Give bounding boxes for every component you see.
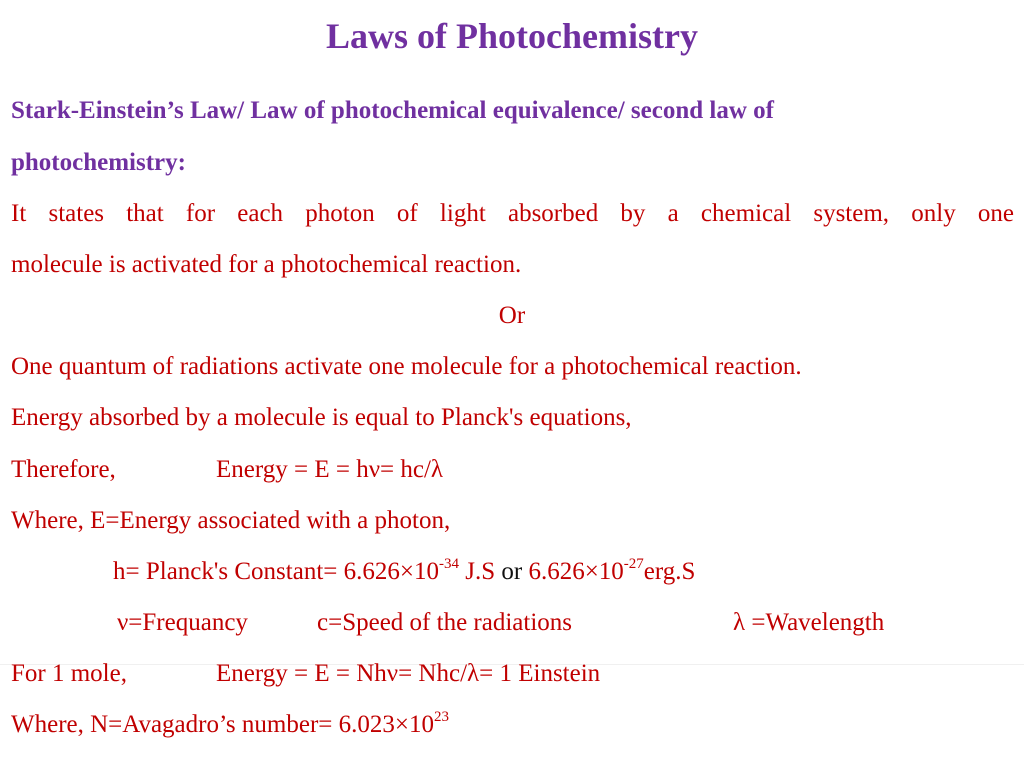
where-energy-line: Where, E=Energy associated with a photon, — [11, 507, 451, 534]
planck-constant-line — [113, 556, 695, 588]
law-heading-line2: photochemistry: — [11, 149, 186, 176]
energy-equation: Energy = E = hν= hc/λ — [216, 456, 444, 483]
avogadro-line — [11, 709, 449, 741]
mole-equation: Energy = E = Nhν= Nhc/λ= 1 Einstein — [216, 660, 601, 687]
planck-unit-erg: erg.S — [643, 558, 696, 585]
speed-definition: c=Speed of the radiations — [317, 609, 572, 636]
or-label: Or — [498, 302, 526, 329]
alternate-statement: One quantum of radiations activate one molecule for a photochemical reaction. — [11, 353, 802, 380]
avogadro-text: Where, N=Avagadro’s number= 6.023×10 — [11, 711, 434, 738]
statement-line1: It states that for each photon of light absorbed by a chemical system, only one — [11, 200, 1014, 227]
statement-line2: molecule is activated for a photochemical reaction. — [11, 251, 522, 278]
slide-title: Laws of Photochemistry — [326, 16, 698, 56]
law-heading-line1: Stark-Einstein’s Law/ Law of photochemical equivalence/ second law of — [11, 97, 774, 124]
planck-exponent-js: -34 — [438, 555, 459, 572]
planck-unit-js: J.S — [458, 558, 502, 585]
planck-exponent-erg: -27 — [623, 555, 644, 572]
wavelength-definition: λ =Wavelength — [733, 609, 885, 636]
mole-label: For 1 mole, — [11, 660, 127, 687]
energy-statement: Energy absorbed by a molecule is equal to Planck's equations, — [11, 404, 632, 431]
planck-value-erg: 6.626×10 — [522, 558, 624, 585]
therefore-label: Therefore, — [11, 456, 116, 483]
planck-or: or — [501, 558, 523, 585]
planck-prefix: h= Planck's Constant= 6.626×10 — [113, 558, 439, 585]
frequency-definition: ν=Frequancy — [117, 609, 248, 636]
avogadro-exponent: 23 — [433, 708, 449, 725]
